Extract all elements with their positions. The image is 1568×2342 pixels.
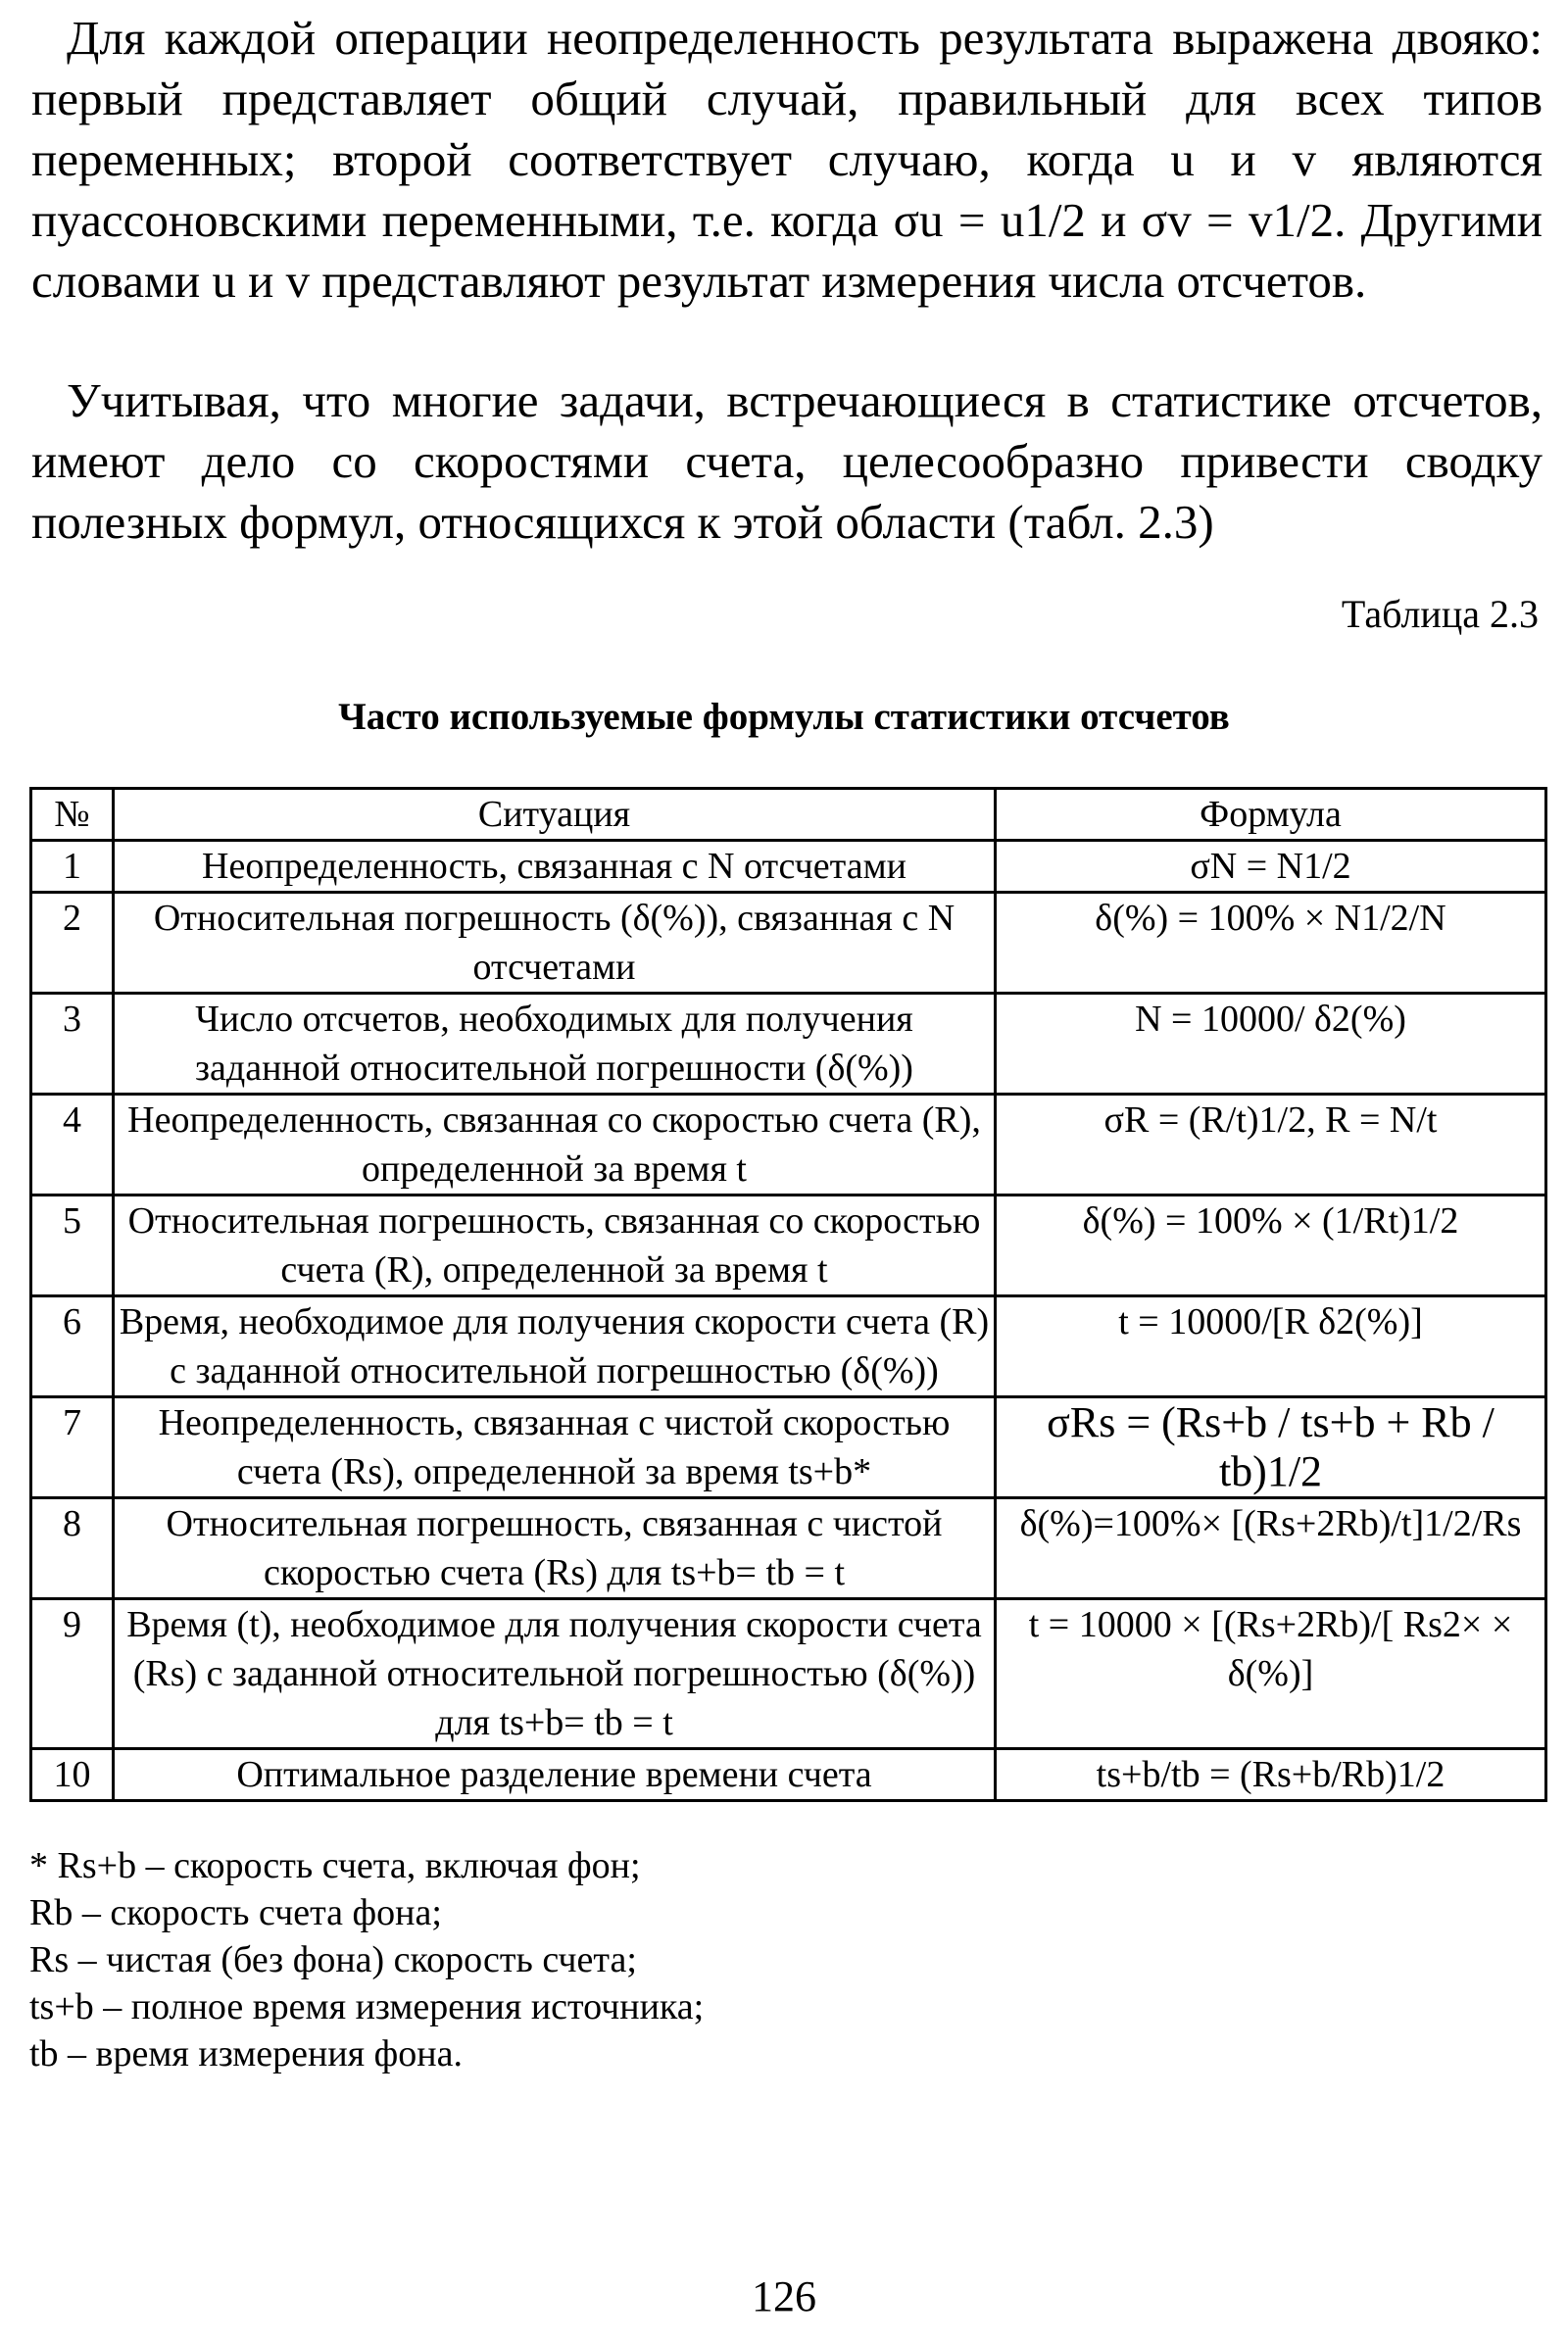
- row-situation: Относительная погрешность, связанная с чистой скоростью счета (Rs) для ts+b= tb = t: [114, 1498, 996, 1599]
- paragraph-1: [31, 8, 1543, 312]
- row-situation: Неопределенность, связанная с N отсчетами: [114, 841, 996, 893]
- table-row: [31, 1195, 1546, 1296]
- table-label: Таблица 2.3: [1341, 592, 1539, 636]
- footnotes: [29, 1842, 704, 2077]
- row-formula: t = 10000 × [(Rs+2Rb)/[ Rs2× × δ(%)]: [996, 1599, 1546, 1749]
- footnote: * Rs+b – скорость счета, включая фон;: [29, 1845, 641, 1886]
- row-number: 2: [31, 893, 114, 994]
- table-row: [31, 1498, 1546, 1599]
- paragraph-2-text: Учитывая, что многие задачи, встречающиеся в статистике отсчетов, имеют дело со скоростями счета, целесообразно привести сводку полезных формул, относящихся к этой области (табл. 2.3): [31, 373, 1543, 549]
- row-situation: Время, необходимое для получения скорости счета (R) с заданной относительной погрешностью (δ(%)): [114, 1296, 996, 1397]
- table-row: [31, 1397, 1546, 1498]
- footnote: Rs – чистая (без фона) скорость счета;: [29, 1939, 637, 1980]
- row-number: 4: [31, 1095, 114, 1195]
- row-situation: Относительная погрешность, связанная со скоростью счета (R), определенной за время t: [114, 1195, 996, 1296]
- row-situation: Время (t), необходимое для получения скорости счета (Rs) с заданной относительной погрешностью (δ(%)) для ts+b= tb = t: [114, 1599, 996, 1749]
- row-formula: σRs = (Rs+b / ts+b + Rb / tb)1/2: [996, 1397, 1546, 1498]
- row-number: 3: [31, 994, 114, 1095]
- footnote: Rb – скорость счета фона;: [29, 1892, 442, 1933]
- row-number: 6: [31, 1296, 114, 1397]
- table-row: [31, 893, 1546, 994]
- row-formula: δ(%)=100%× [(Rs+2Rb)/t]1/2/Rs: [996, 1498, 1546, 1599]
- row-number: 9: [31, 1599, 114, 1749]
- row-formula: σR = (R/t)1/2, R = N/t: [996, 1095, 1546, 1195]
- row-number: 10: [31, 1749, 114, 1801]
- row-number: 5: [31, 1195, 114, 1296]
- row-formula: ts+b/tb = (Rs+b/Rb)1/2: [996, 1749, 1546, 1801]
- row-situation: Число отсчетов, необходимых для получения заданной относительной погрешности (δ(%)): [114, 994, 996, 1095]
- table-header-row: [31, 789, 1546, 841]
- table-row: [31, 994, 1546, 1095]
- table-row: [31, 1599, 1546, 1749]
- paragraph-2: [31, 370, 1543, 553]
- row-formula: σN = N1/2: [996, 841, 1546, 893]
- row-formula: t = 10000/[R δ2(%)]: [996, 1296, 1546, 1397]
- table-row: [31, 1296, 1546, 1397]
- header-formula: Формула: [996, 789, 1546, 841]
- row-situation: Неопределенность, связанная с чистой скоростью счета (Rs), определенной за время ts+b*: [114, 1397, 996, 1498]
- row-number: 8: [31, 1498, 114, 1599]
- table-row: [31, 1095, 1546, 1195]
- formulas-table: [29, 787, 1547, 1802]
- header-situation: Ситуация: [114, 789, 996, 841]
- footnote: ts+b – полное время измерения источника;: [29, 1986, 705, 2027]
- table-title: Часто используемые формулы статистики отсчетов: [338, 696, 1230, 738]
- table-row: [31, 841, 1546, 893]
- table-row: [31, 1749, 1546, 1801]
- row-situation: Относительная погрешность (δ(%)), связанная с N отсчетами: [114, 893, 996, 994]
- row-situation: Оптимальное разделение времени счета: [114, 1749, 996, 1801]
- row-number: 7: [31, 1397, 114, 1498]
- row-formula: δ(%) = 100% × (1/Rt)1/2: [996, 1195, 1546, 1296]
- row-formula: δ(%) = 100% × N1/2/N: [996, 893, 1546, 994]
- row-formula: N = 10000/ δ2(%): [996, 994, 1546, 1095]
- page-number: 126: [752, 2272, 816, 2320]
- header-number: №: [31, 789, 114, 841]
- footnote: tb – время измерения фона.: [29, 2033, 463, 2074]
- paragraph-1-text: Для каждой операции неопределенность результата выражена двояко: первый представляет общий случай, правильный для всех типов переменных; второй соответствует случаю, когда u и v являются пуассоновскими переменными, т.е. когда σu = u1/2 и σv = v1/2. Другими словами u и v представляют результат измерения числа отсчетов.: [31, 11, 1543, 308]
- row-number: 1: [31, 841, 114, 893]
- row-situation: Неопределенность, связанная со скоростью счета (R), определенной за время t: [114, 1095, 996, 1195]
